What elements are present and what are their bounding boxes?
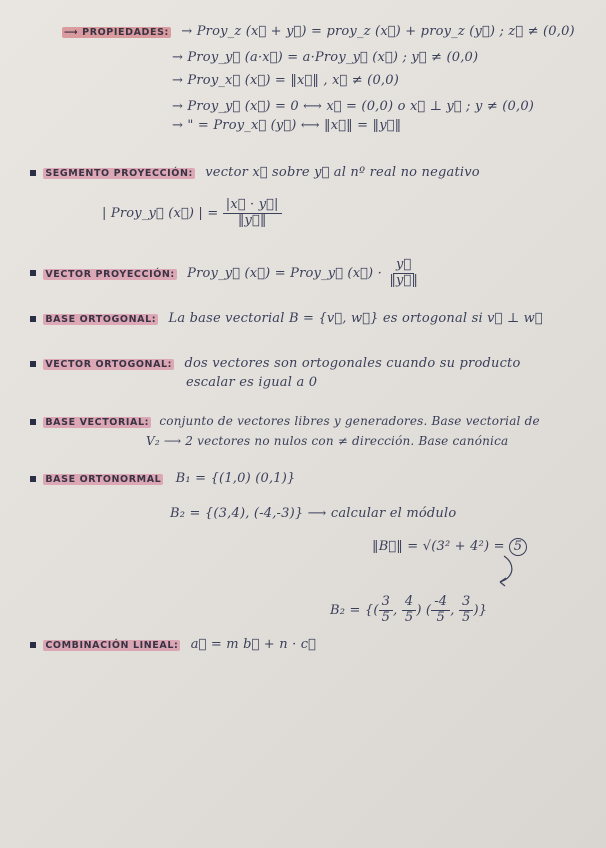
base-ortogonal-text: La base vectorial B = {v⃗, w⃗} es ortogonal si v⃗ ⊥ w⃗ xyxy=(168,311,543,326)
segmento-heading: SEGMENTO PROYECCIÓN: xyxy=(45,168,193,179)
fraction-denominator: 5 xyxy=(461,609,471,625)
base-vectorial-row xyxy=(30,414,540,429)
base-vectorial-text-2: V₂ ⟶ 2 vectores no nulos con ≠ dirección. Base canónica xyxy=(146,434,509,448)
formula-fraction xyxy=(223,198,282,229)
bullet-icon xyxy=(30,170,36,176)
fraction-denominator: 5 xyxy=(436,609,445,625)
base-vectorial-heading: BASE VECTORIAL: xyxy=(45,417,150,428)
b2-norm-separator: , xyxy=(450,602,459,618)
b2-norm-suffix: )} xyxy=(473,602,488,618)
base-ortonormal-row xyxy=(30,471,296,486)
vector-ortogonal-text: dos vectores son ortogonales cuando su producto xyxy=(184,356,521,371)
fraction-denominator: 5 xyxy=(381,609,391,625)
fraction xyxy=(402,595,416,626)
fraction-numerator: 3 xyxy=(379,595,393,611)
combinacion-row xyxy=(30,637,316,652)
bullet-icon xyxy=(30,419,36,425)
fraction-denominator: ‖y⃗‖ xyxy=(389,272,419,288)
segmento-text: vector x⃗ sobre y⃗ al nº real no negativo xyxy=(205,165,480,180)
propiedad-line: → Proy_y⃗ (x⃗) = 0 ⟷ x⃗ = (0,0) o x⃗ ⊥ y⃗ ; y ≠ (0,0) xyxy=(172,99,535,114)
propiedad-line: → Proy_x⃗ (x⃗) = ‖x⃗‖ , x⃗ ≠ (0,0) xyxy=(172,73,399,88)
bullet-icon xyxy=(30,270,36,276)
fraction-numerator: y⃗ xyxy=(393,258,414,274)
propiedad-line: → Proy_y⃗ (a·x⃗) = a·Proy_y⃗ (x⃗) ; y⃗ ≠ (0,0) xyxy=(172,50,479,65)
bullet-icon xyxy=(30,476,36,482)
vector-proyeccion-heading: VECTOR PROYECCIÓN: xyxy=(45,268,175,280)
vector-ortogonal-heading: VECTOR ORTOGONAL: xyxy=(45,359,173,370)
formula-left: | Proy_y⃗ (x⃗) | = xyxy=(102,205,219,221)
segmento-row xyxy=(30,165,480,180)
base-ortonormal-heading: BASE ORTONORMAL xyxy=(45,474,162,485)
modulo-text: ‖B⃗‖ = √(3² + 4²) = xyxy=(372,539,505,554)
base-ortogonal-row xyxy=(30,311,543,326)
curved-arrow-icon xyxy=(480,554,520,588)
bullet-icon xyxy=(30,361,36,367)
base-ortogonal-heading: BASE ORTOGONAL: xyxy=(45,314,157,325)
modulo-result: 5 xyxy=(509,538,527,556)
formula-fraction xyxy=(386,258,421,289)
segmento-formula xyxy=(102,198,282,229)
fraction-numerator: |x⃗ · y⃗| xyxy=(223,198,282,214)
fraction-numerator: -4 xyxy=(431,595,450,611)
base-b2: B₂ = {(3,4), (-4,-3)} ⟶ calcular el módulo xyxy=(170,506,457,521)
fraction xyxy=(431,595,450,626)
bullet-icon xyxy=(30,316,36,322)
base-vectorial-text: conjunto de vectores libres y generadores. Base vectorial de xyxy=(159,414,540,428)
propiedades-row-1 xyxy=(62,24,575,39)
vector-ortogonal-row xyxy=(30,356,521,371)
b2-norm-separator: , xyxy=(393,602,402,618)
fraction-denominator: ‖y⃗‖ xyxy=(237,212,267,228)
formula-left: Proy_y⃗ (x⃗) = Proy_y⃗ (x⃗) · xyxy=(187,265,382,281)
vector-ortogonal-text-2: escalar es igual a 0 xyxy=(186,375,318,390)
base-b2-normalizada xyxy=(330,595,487,626)
propiedad-line: → " = Proy_x⃗ (y⃗) ⟷ ‖x⃗‖ = ‖y⃗‖ xyxy=(172,118,402,133)
combinacion-heading: COMBINACIÓN LINEAL: xyxy=(45,640,179,651)
propiedad-line: → Proy_z (x⃗ + y⃗) = proy_z (x⃗) + proy_z (y⃗) ; z⃗ ≠ (0,0) xyxy=(181,24,575,39)
fraction-numerator: 4 xyxy=(402,595,416,611)
combinacion-text: a⃗ = m b⃗ + n · c⃗ xyxy=(190,637,317,652)
propiedades-heading: ⟶ PROPIEDADES: xyxy=(64,27,169,38)
vector-proyeccion-row xyxy=(30,258,421,289)
fraction xyxy=(379,595,393,626)
base-b1: B₁ = {(1,0) (0,1)} xyxy=(175,471,296,486)
b2-norm-separator: ) ( xyxy=(416,602,432,618)
fraction xyxy=(459,595,473,626)
b2-norm-prefix: B₂ = {( xyxy=(330,602,379,618)
fraction-numerator: 3 xyxy=(459,595,473,611)
bullet-icon xyxy=(30,642,36,648)
fraction-denominator: 5 xyxy=(404,609,414,625)
